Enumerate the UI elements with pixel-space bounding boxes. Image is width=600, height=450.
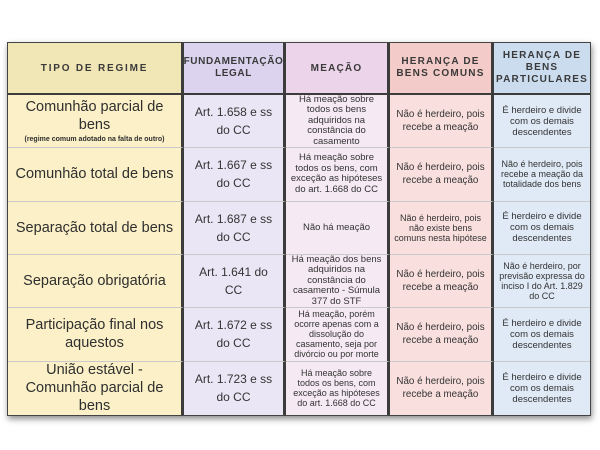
table-cell-heranca-particulares: Não é herdeiro, pois recebe a meação da totalidade dos bens xyxy=(494,148,590,201)
header-fundamentacao-legal: FUNDAMENTAÇÃO LEGAL xyxy=(184,43,286,95)
table-row-regime xyxy=(8,308,184,361)
table-cell-heranca-comuns: Não é herdeiro, pois recebe a meação xyxy=(390,308,494,361)
table-cell-heranca-particulares: É herdeiro e divide com os demais descendentes xyxy=(494,308,590,361)
table-cell-heranca-comuns: Não é herdeiro, pois não existe bens comuns nesta hipótese xyxy=(390,202,494,255)
table-cell-heranca-particulares: É herdeiro e divide com os demais descendentes xyxy=(494,95,590,148)
regime-name: Separação total de bens xyxy=(15,219,174,236)
table-cell-heranca-particulares: É herdeiro e divide com os demais descendentes xyxy=(494,362,590,415)
regime-name: Comunhão parcial de bens xyxy=(25,99,164,134)
table-row-regime xyxy=(8,95,184,148)
header-heranca-bens-comuns: HERANÇA DE BENS COMUNS xyxy=(390,43,494,95)
table-cell-meacao: Há meação sobre todos os bens, com exceção as hipóteses do art. 1.668 do CC xyxy=(286,362,390,415)
table-row-regime xyxy=(8,148,184,201)
regime-note: (regime comum adotado na falta de outro) xyxy=(24,136,165,144)
regime-name: Participação final nos aquestos xyxy=(25,317,164,352)
table-grid xyxy=(8,43,590,415)
table-cell-heranca-particulares: Não é herdeiro, por previsão expressa do inciso I do Art. 1.829 do CC xyxy=(494,255,590,308)
table-cell-fundamentacao: Art. 1.687 e ss do CC xyxy=(184,202,286,255)
regime-name: Comunhão total de bens xyxy=(15,166,174,183)
table-cell-fundamentacao: Art. 1.667 e ss do CC xyxy=(184,148,286,201)
table-cell-fundamentacao: Art. 1.641 do CC xyxy=(184,255,286,308)
header-heranca-bens-particulares: HERANÇA DE BENS PARTICULARES xyxy=(494,43,590,95)
table-cell-meacao: Não há meação xyxy=(286,202,390,255)
regime-name: Separação obrigatória xyxy=(23,273,166,290)
regime-name: União estável - Comunhão parcial de bens xyxy=(25,362,164,415)
table-cell-heranca-comuns: Não é herdeiro, pois recebe a meação xyxy=(390,95,494,148)
header-meacao: MEAÇÃO xyxy=(286,43,390,95)
table-cell-meacao: Há meação sobre todos os bens, com exceção as hipóteses do art. 1.668 do CC xyxy=(286,148,390,201)
table-row-regime xyxy=(8,255,184,308)
table-cell-fundamentacao: Art. 1.672 e ss do CC xyxy=(184,308,286,361)
table-cell-heranca-comuns: Não é herdeiro, pois recebe a meação xyxy=(390,148,494,201)
table-cell-fundamentacao: Art. 1.723 e ss do CC xyxy=(184,362,286,415)
table-cell-fundamentacao: Art. 1.658 e ss do CC xyxy=(184,95,286,148)
table-cell-meacao: Há meação, porém ocorre apenas com a dissolução do casamento, seja por divórcio ou por morte xyxy=(286,308,390,361)
table-row-regime xyxy=(8,362,184,415)
table-cell-heranca-comuns: Não é herdeiro, pois recebe a meação xyxy=(390,362,494,415)
table-cell-meacao: Há meação dos bens adquiridos na constância do casamento - Súmula 377 do STF xyxy=(286,255,390,308)
table-row-regime xyxy=(8,202,184,255)
header-tipo-de-regime: TIPO DE REGIME xyxy=(8,43,184,95)
table-cell-heranca-comuns: Não é herdeiro, pois recebe a meação xyxy=(390,255,494,308)
table-cell-meacao: Há meação sobre todos os bens adquiridos na constância do casamento xyxy=(286,95,390,148)
regime-table xyxy=(7,42,591,416)
table-cell-heranca-particulares: É herdeiro e divide com os demais descendentes xyxy=(494,202,590,255)
